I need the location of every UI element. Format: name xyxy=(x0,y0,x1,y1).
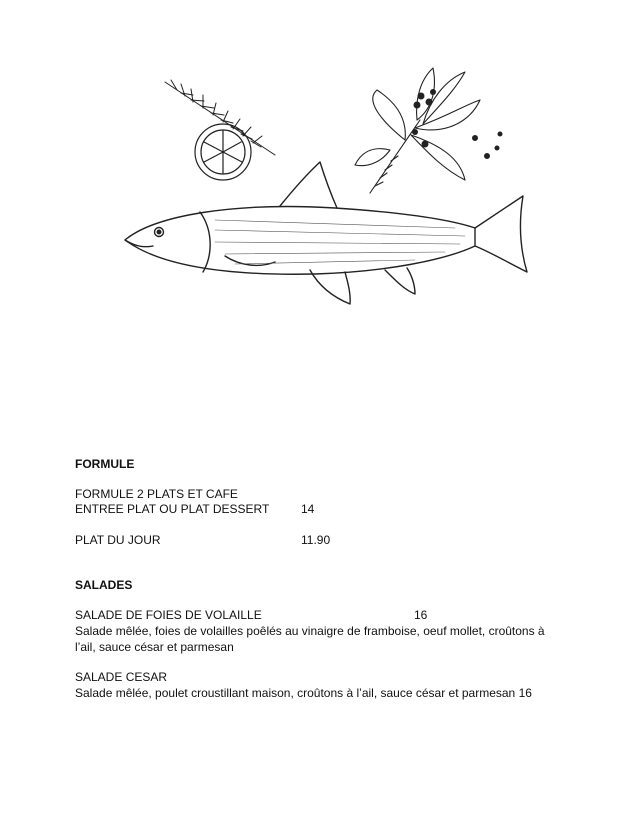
menu-item-price: 11.90 xyxy=(301,533,331,547)
menu-item-salade-foies: SALADE DE FOIES DE VOLAILLE xyxy=(75,608,262,622)
fish-herbs-illustration xyxy=(115,60,535,320)
section-heading-formule: FORMULE xyxy=(75,457,135,471)
menu-item-price: 14 xyxy=(301,502,315,516)
rosemary-sprig-icon xyxy=(165,80,275,155)
section-heading-salades: SALADES xyxy=(75,578,133,592)
menu-item-entree-plat: ENTREE PLAT OU PLAT DESSERT xyxy=(75,502,270,516)
menu-item-description: Salade mêlée, foies de volailles poêlés au vinaigre de framboise, oeuf mollet, croûtons à l’ail, sauce césar et parmesan xyxy=(75,624,545,654)
menu-item-price: 16 xyxy=(414,608,428,622)
menu-item-plat-du-jour: PLAT DU JOUR xyxy=(75,533,161,547)
fish-icon xyxy=(125,162,527,304)
lemon-slice-icon xyxy=(195,124,251,180)
menu-item-formule-2-plats: FORMULE 2 PLATS ET CAFE xyxy=(75,487,238,501)
menu-item-salade-cesar: SALADE CESAR xyxy=(75,670,168,684)
menu-item-description: Salade mêlée, poulet croustillant maison, croûtons à l’ail, sauce césar et parmesan 16 xyxy=(75,686,532,700)
